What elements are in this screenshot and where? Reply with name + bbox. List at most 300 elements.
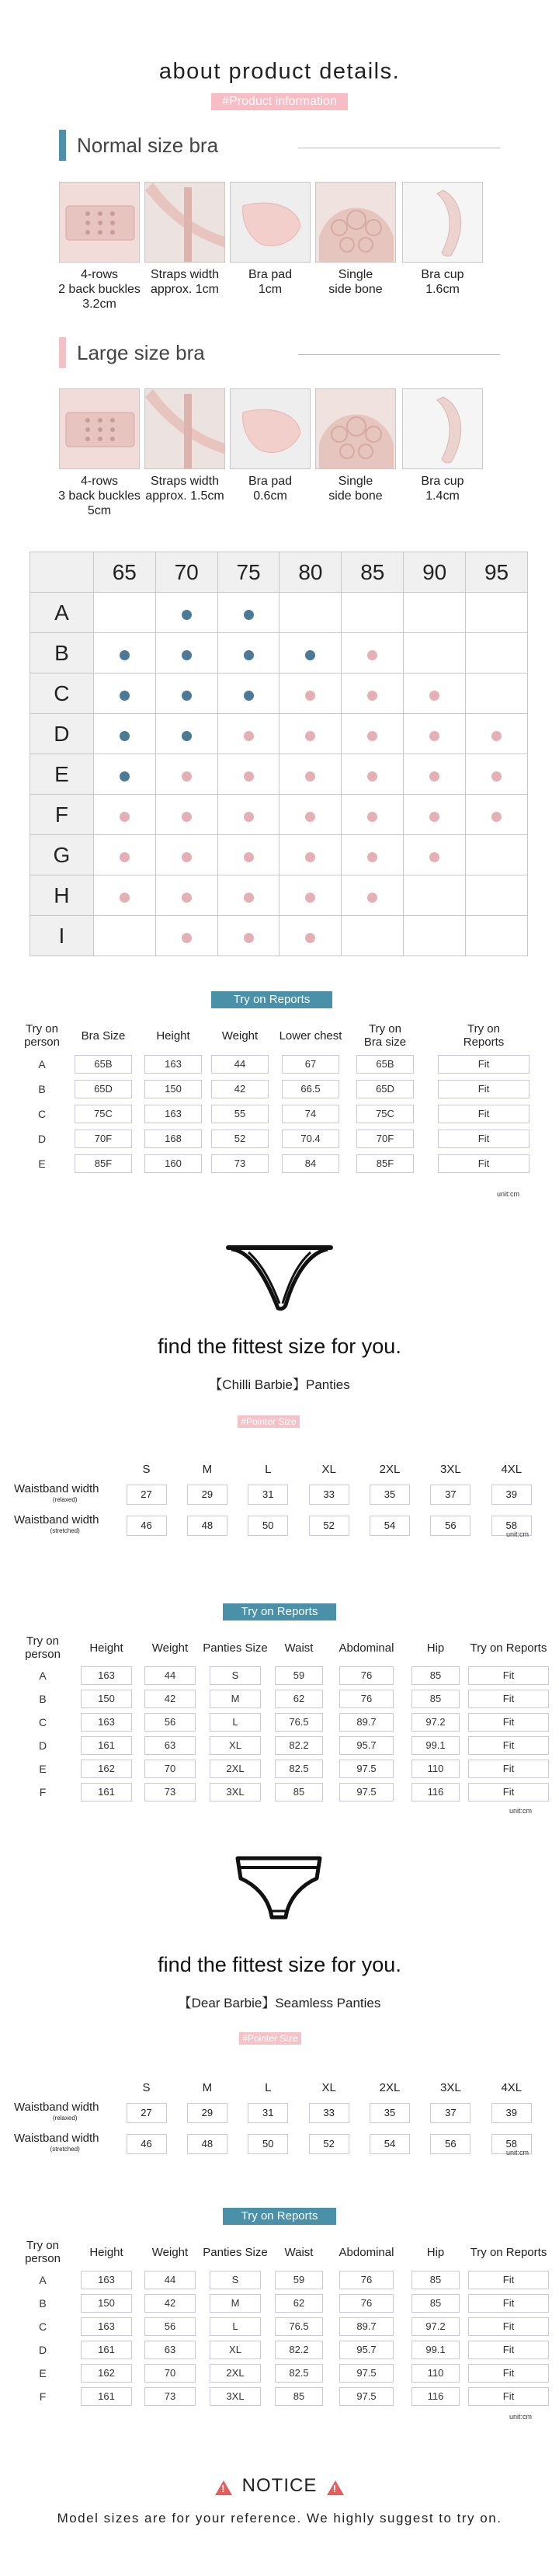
table-cell xyxy=(404,1711,467,1734)
table-cell xyxy=(420,2097,481,2129)
column-header: Abdominal xyxy=(339,2245,394,2259)
table-cell xyxy=(202,1687,269,1711)
available-dot-blue xyxy=(120,731,130,741)
value-box: 76 xyxy=(339,1666,394,1685)
table-cell xyxy=(467,2362,550,2385)
table-cell xyxy=(404,2338,467,2362)
value-box: 65D xyxy=(356,1080,414,1098)
unit-label: unit:cm xyxy=(509,2413,533,2421)
table-cell xyxy=(238,2097,298,2129)
value-box: 2XL xyxy=(210,1760,261,1778)
value-box: 99.1 xyxy=(411,1736,460,1755)
value-box: 35 xyxy=(370,1485,410,1505)
cup-size-header: E xyxy=(30,754,94,795)
table-cell xyxy=(177,2129,238,2160)
value-box: 110 xyxy=(411,1760,460,1778)
section-accent-bar xyxy=(59,337,66,368)
band-size-header: 65 xyxy=(93,552,155,593)
table-row xyxy=(14,2097,542,2129)
value-box: 67 xyxy=(282,1055,339,1074)
table-cell xyxy=(298,2097,359,2129)
grid-cell xyxy=(217,633,280,674)
column-header: Waist xyxy=(284,2245,314,2259)
value-box: Fit xyxy=(468,1783,549,1801)
bra-cup-photo xyxy=(402,388,483,469)
row-label: Waistband width (stretched) xyxy=(14,1513,99,1534)
value-box: 46 xyxy=(127,2134,167,2154)
grid-cell xyxy=(155,916,217,956)
value-box: S xyxy=(210,1666,261,1685)
grid-cell xyxy=(404,754,466,795)
dear-size-table xyxy=(14,2077,542,2160)
table-cell xyxy=(273,1052,348,1077)
value-box: 70F xyxy=(356,1130,414,1148)
value-box: 85 xyxy=(411,1666,460,1685)
table-cell xyxy=(404,2268,467,2292)
available-dot-blue xyxy=(120,771,130,782)
available-dot-pink xyxy=(244,893,254,903)
pointer-size-tag: #Pointer Size xyxy=(238,1415,300,1428)
value-box: 162 xyxy=(81,2364,132,2383)
table-cell xyxy=(207,1102,273,1126)
value-box: 99.1 xyxy=(411,2341,460,2359)
value-box: 50 xyxy=(248,2134,288,2154)
feature-caption: 4-rows 3 back buckles 5cm xyxy=(58,475,141,517)
grid-cell xyxy=(404,835,466,875)
table-cell xyxy=(269,2338,329,2362)
feature-caption: Single side bone xyxy=(328,475,383,503)
grid-cell xyxy=(280,714,342,754)
available-dot-pink xyxy=(305,771,315,782)
available-dot-pink xyxy=(367,771,377,782)
person-label: C xyxy=(38,2320,47,2333)
available-dot-pink xyxy=(244,771,254,782)
value-box: 3XL xyxy=(210,2387,261,2406)
grid-cell xyxy=(217,835,280,875)
value-box: 97.2 xyxy=(411,1713,460,1732)
available-dot-pink xyxy=(491,731,502,741)
person-label: E xyxy=(39,2367,47,2379)
column-header: Hip xyxy=(426,1641,445,1655)
grid-cell xyxy=(280,875,342,916)
value-box: 56 xyxy=(144,2317,196,2336)
lace-cup-photo xyxy=(315,182,396,263)
value-box: Fit xyxy=(468,2387,549,2406)
try-on-reports-tag: Try on Reports xyxy=(223,2208,336,2225)
value-box: 161 xyxy=(81,2387,132,2406)
grid-cell xyxy=(342,593,404,633)
value-box: Fit xyxy=(468,2271,549,2289)
feature-caption: Straps width approx. 1cm xyxy=(150,268,220,296)
unit-label: unit:cm xyxy=(509,1807,533,1815)
grid-cell xyxy=(466,633,528,674)
value-box: 66.5 xyxy=(282,1080,339,1098)
value-box: 65D xyxy=(75,1080,132,1098)
table-cell xyxy=(481,1479,542,1510)
product-name: 【Chilli Barbie】Panties xyxy=(209,1377,350,1392)
grid-cell xyxy=(93,754,155,795)
value-box: 44 xyxy=(144,1666,196,1685)
table-row xyxy=(11,1734,550,1757)
value-box: 95.7 xyxy=(339,2341,394,2359)
table-cell xyxy=(467,2315,550,2338)
value-box: 29 xyxy=(187,2103,227,2123)
grid-cell xyxy=(280,593,342,633)
value-box: 168 xyxy=(144,1130,202,1148)
grid-cell xyxy=(404,875,466,916)
available-dot-pink xyxy=(244,812,254,822)
value-box: S xyxy=(210,2271,261,2289)
available-dot-blue xyxy=(244,691,254,701)
value-box: 65B xyxy=(75,1055,132,1074)
table-row xyxy=(17,1102,545,1126)
table-cell xyxy=(269,1734,329,1757)
value-box: 110 xyxy=(411,2364,460,2383)
table-cell xyxy=(238,1510,298,1541)
bra-try-on-table xyxy=(17,1019,545,1176)
table-cell xyxy=(138,2338,202,2362)
column-header: Try on person xyxy=(25,2239,61,2265)
value-box: 42 xyxy=(211,1080,269,1098)
size-header: 2XL xyxy=(379,1462,401,1476)
grid-cell xyxy=(342,835,404,875)
value-box: L xyxy=(210,2317,261,2336)
available-dot-pink xyxy=(367,893,377,903)
value-box: 160 xyxy=(144,1154,202,1173)
strap-photo xyxy=(144,182,225,263)
band-size-header: 95 xyxy=(466,552,528,593)
value-box: Fit xyxy=(438,1154,529,1173)
value-box: 44 xyxy=(144,2271,196,2289)
available-dot-pink xyxy=(491,771,502,782)
value-box: 82.5 xyxy=(275,1760,323,1778)
value-box: 76 xyxy=(339,1690,394,1708)
available-dot-pink xyxy=(367,691,377,701)
value-box: 46 xyxy=(127,1516,167,1536)
value-box: 73 xyxy=(211,1154,269,1173)
table-cell xyxy=(116,1479,176,1510)
value-box: 82.2 xyxy=(275,1736,323,1755)
grid-cell xyxy=(404,633,466,674)
available-dot-blue xyxy=(182,650,192,660)
table-row xyxy=(11,2338,550,2362)
grid-cell xyxy=(280,795,342,835)
value-box: 39 xyxy=(491,2103,532,2123)
grid-cell xyxy=(404,593,466,633)
table-cell xyxy=(467,2338,550,2362)
table-cell xyxy=(348,1052,422,1077)
grid-cell xyxy=(466,875,528,916)
grid-cell xyxy=(280,633,342,674)
section-title: Normal size bra xyxy=(77,133,219,157)
value-box: 76.5 xyxy=(275,2317,323,2336)
table-cell xyxy=(404,1664,467,1687)
table-cell xyxy=(329,1757,404,1781)
column-header: Try on Reports xyxy=(470,1641,547,1655)
column-header: Height xyxy=(89,2245,123,2259)
table-cell xyxy=(177,1510,238,1541)
table-cell xyxy=(273,1151,348,1176)
grid-cell xyxy=(466,674,528,714)
value-box: Fit xyxy=(438,1080,529,1098)
column-header: Try on person xyxy=(24,1022,60,1049)
table-cell xyxy=(404,1781,467,1804)
grid-cell xyxy=(280,754,342,795)
grid-cell xyxy=(155,674,217,714)
value-box: 63 xyxy=(144,1736,196,1755)
available-dot-pink xyxy=(367,650,377,660)
table-cell xyxy=(467,1734,550,1757)
section-accent-bar xyxy=(59,130,66,161)
table-cell xyxy=(420,1510,481,1541)
table-cell xyxy=(422,1052,545,1077)
table-row xyxy=(17,1052,545,1077)
table-cell xyxy=(202,1711,269,1734)
value-box: 52 xyxy=(309,2134,349,2154)
value-box: 82.2 xyxy=(275,2341,323,2359)
grid-cell xyxy=(155,875,217,916)
table-cell xyxy=(177,2097,238,2129)
value-box: 42 xyxy=(144,2294,196,2313)
available-dot-pink xyxy=(305,852,315,862)
grid-cell xyxy=(93,875,155,916)
value-box: 85 xyxy=(411,2271,460,2289)
table-cell xyxy=(238,2129,298,2160)
value-box: 97.5 xyxy=(339,1783,394,1801)
table-row xyxy=(11,2385,550,2408)
value-box: 35 xyxy=(370,2103,410,2123)
table-cell xyxy=(116,2097,176,2129)
table-cell xyxy=(329,2268,404,2292)
product-name: 【Dear Barbie】Seamless Panties xyxy=(178,1996,381,2010)
table-cell xyxy=(269,1664,329,1687)
table-cell xyxy=(422,1151,545,1176)
column-header: Try on Reports xyxy=(463,1022,505,1049)
available-dot-pink xyxy=(429,771,439,782)
table-cell xyxy=(202,2338,269,2362)
value-box: Fit xyxy=(468,1736,549,1755)
value-box: 97.5 xyxy=(339,1760,394,1778)
notice-title: NOTICE xyxy=(241,2475,318,2496)
table-cell xyxy=(202,2362,269,2385)
table-cell xyxy=(329,1734,404,1757)
table-cell xyxy=(467,1781,550,1804)
value-box: 97.5 xyxy=(339,2364,394,2383)
table-cell xyxy=(329,2385,404,2408)
value-box: 73 xyxy=(144,1783,196,1801)
value-box: 31 xyxy=(248,1485,288,1505)
hook-eye-closure-photo xyxy=(59,388,140,469)
column-header: Abdominal xyxy=(339,1641,394,1655)
available-dot-blue xyxy=(182,610,192,620)
table-cell xyxy=(269,2385,329,2408)
value-box: 163 xyxy=(81,2317,132,2336)
table-cell xyxy=(202,1757,269,1781)
available-dot-pink xyxy=(305,691,315,701)
table-row xyxy=(11,1687,550,1711)
value-box: 74 xyxy=(282,1105,339,1123)
table-cell xyxy=(467,2292,550,2315)
lace-cup-photo xyxy=(315,388,396,469)
feature-caption: 4-rows 2 back buckles 3.2cm xyxy=(58,268,141,311)
bra-pad-photo xyxy=(230,182,311,263)
table-cell xyxy=(140,1077,207,1102)
table-cell xyxy=(298,1510,359,1541)
feature-caption: Bra pad 0.6cm xyxy=(248,475,293,503)
value-box: 84 xyxy=(282,1154,339,1173)
table-cell xyxy=(329,2338,404,2362)
table-cell xyxy=(269,1781,329,1804)
value-box: 54 xyxy=(370,1516,410,1536)
notice-text: Model sizes are for your reference. We highly suggest to try on. xyxy=(57,2511,502,2526)
value-box: 37 xyxy=(430,1485,470,1505)
value-box: M xyxy=(210,2294,261,2313)
value-box: 27 xyxy=(127,2103,167,2123)
try-on-reports-tag: Try on Reports xyxy=(223,1603,336,1620)
table-row xyxy=(14,1479,542,1510)
normal-size-heading xyxy=(59,130,218,161)
size-header: S xyxy=(142,2080,151,2094)
unit-label: unit:cm xyxy=(506,2149,529,2157)
chilli-size-table xyxy=(14,1459,542,1541)
table-cell xyxy=(138,1781,202,1804)
value-box: 58 xyxy=(491,2134,532,2154)
table-cell xyxy=(467,2268,550,2292)
column-header: Lower chest xyxy=(279,1029,342,1043)
grid-cell xyxy=(93,916,155,956)
table-cell xyxy=(75,2268,138,2292)
grid-cell xyxy=(342,754,404,795)
cup-size-header: I xyxy=(30,916,94,956)
grid-cell xyxy=(93,593,155,633)
person-label: B xyxy=(38,1083,46,1095)
person-label: E xyxy=(38,1157,46,1170)
fittest-size-heading: find the fittest size for you. xyxy=(158,1953,401,1976)
value-box: 70 xyxy=(144,1760,196,1778)
value-box: 3XL xyxy=(210,1783,261,1801)
available-dot-pink xyxy=(182,812,192,822)
grid-cell xyxy=(404,714,466,754)
table-cell xyxy=(422,1102,545,1126)
grid-cell xyxy=(404,916,466,956)
value-box: Fit xyxy=(438,1055,529,1074)
strap-photo xyxy=(144,388,225,469)
pointer-size-tag: #Pointer Size xyxy=(239,2032,301,2045)
value-box: 33 xyxy=(309,1485,349,1505)
table-cell xyxy=(420,1479,481,1510)
value-box: 50 xyxy=(248,1516,288,1536)
value-box: Fit xyxy=(468,2294,549,2313)
feature-caption: Single side bone xyxy=(328,268,383,296)
value-box: 161 xyxy=(81,1783,132,1801)
value-box: 150 xyxy=(144,1080,202,1098)
table-cell xyxy=(75,1711,138,1734)
column-header: Try on person xyxy=(25,1634,61,1661)
table-row xyxy=(17,1126,545,1151)
column-header: Weight xyxy=(151,1641,189,1655)
value-box: 116 xyxy=(411,2387,460,2406)
value-box: 97.2 xyxy=(411,2317,460,2336)
warning-icon xyxy=(215,2480,232,2495)
table-cell xyxy=(269,2268,329,2292)
table-cell xyxy=(348,1077,422,1102)
value-box: 58 xyxy=(491,1516,532,1536)
available-dot-pink xyxy=(491,812,502,822)
available-dot-blue xyxy=(244,650,254,660)
table-cell xyxy=(75,1757,138,1781)
value-box: 2XL xyxy=(210,2364,261,2383)
available-dot-blue xyxy=(182,691,192,701)
table-cell xyxy=(329,1711,404,1734)
band-size-header: 80 xyxy=(280,552,342,593)
table-cell xyxy=(269,1757,329,1781)
table-cell xyxy=(329,1781,404,1804)
grid-cell xyxy=(155,754,217,795)
table-cell xyxy=(273,1077,348,1102)
cup-size-header: D xyxy=(30,714,94,754)
grid-cell xyxy=(404,795,466,835)
available-dot-pink xyxy=(182,771,192,782)
value-box: Fit xyxy=(468,1690,549,1708)
value-box: 95.7 xyxy=(339,1736,394,1755)
table-cell xyxy=(138,1711,202,1734)
table-cell xyxy=(138,2268,202,2292)
value-box: M xyxy=(210,1690,261,1708)
grid-cell xyxy=(93,633,155,674)
available-dot-pink xyxy=(244,933,254,943)
available-dot-pink xyxy=(120,852,130,862)
available-dot-pink xyxy=(305,731,315,741)
value-box: 150 xyxy=(81,1690,132,1708)
value-box: 163 xyxy=(81,1666,132,1685)
table-corner xyxy=(14,2077,116,2097)
person-label: D xyxy=(38,1739,47,1752)
table-cell xyxy=(329,1687,404,1711)
table-cell xyxy=(207,1052,273,1077)
table-cell xyxy=(420,2129,481,2160)
table-row xyxy=(11,1781,550,1804)
column-header: Panties Size xyxy=(203,1641,268,1655)
grid-cell xyxy=(280,835,342,875)
available-dot-pink xyxy=(305,933,315,943)
table-cell xyxy=(467,1711,550,1734)
value-box: Fit xyxy=(438,1130,529,1148)
fittest-size-heading: find the fittest size for you. xyxy=(158,1335,401,1358)
table-cell xyxy=(269,1711,329,1734)
size-availability-grid xyxy=(30,552,528,959)
table-row xyxy=(14,1510,542,1541)
value-box: 56 xyxy=(144,1713,196,1732)
value-box: 85 xyxy=(411,1690,460,1708)
grid-cell xyxy=(466,835,528,875)
table-row xyxy=(11,2315,550,2338)
grid-cell xyxy=(217,674,280,714)
value-box: 52 xyxy=(211,1130,269,1148)
table-cell xyxy=(75,1781,138,1804)
cup-size-header: H xyxy=(30,875,94,916)
bra-pad-photo xyxy=(230,388,311,469)
notice-heading xyxy=(0,2475,559,2497)
cup-size-header: B xyxy=(30,633,94,674)
grid-cell xyxy=(217,754,280,795)
grid-cell xyxy=(217,593,280,633)
thong-panties-icon xyxy=(225,1241,334,1313)
grid-cell xyxy=(93,714,155,754)
available-dot-pink xyxy=(244,731,254,741)
table-cell xyxy=(481,2097,542,2129)
row-label: Waistband width (relaxed) xyxy=(14,2101,99,2122)
value-box: 37 xyxy=(430,2103,470,2123)
